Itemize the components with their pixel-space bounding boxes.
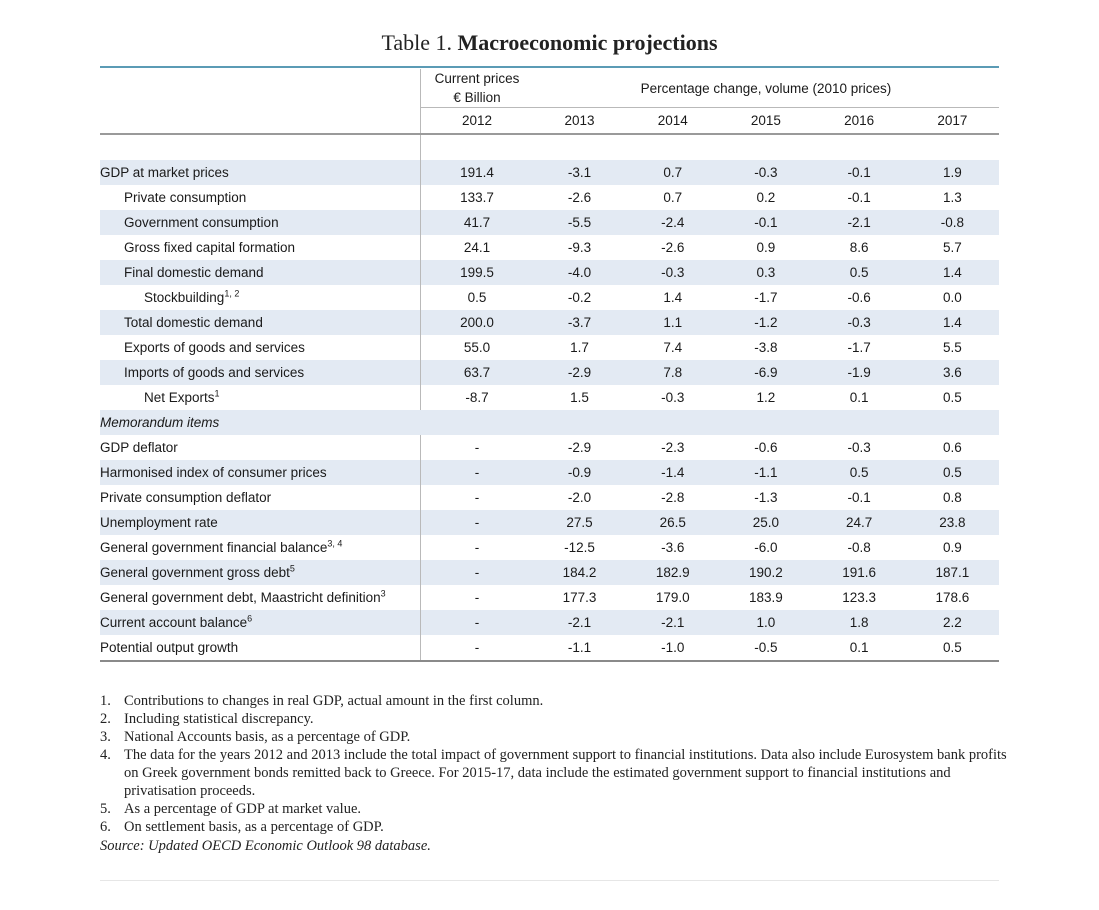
source-note: Source: Updated OECD Economic Outlook 98 database. (100, 838, 431, 854)
table-title (0, 30, 1099, 56)
table-row: Private consumption 133.7 -2.6 0.7 0.2 -0.1 1.3 (100, 185, 999, 210)
projections-table (100, 69, 999, 662)
note-item: 2. Including statistical discrepancy. (100, 711, 314, 727)
table-row: General government financial balance$^{3, 4}$ - -12.5 -3.6 -6.0 -0.8 0.9 (100, 535, 999, 560)
table-number: Table 1. (381, 30, 452, 55)
row-label: GDP at market prices (100, 160, 421, 185)
row-label: Current account balance$^6$ (100, 610, 421, 635)
table-row: Total domestic demand 200.0 -3.7 1.1 -1.2 -0.3 1.4 (100, 310, 999, 335)
table-heading: Macroeconomic projections (457, 30, 718, 55)
row-label: Private consumption deflator (100, 490, 272, 505)
row-label: Net Exports$^1$ (144, 388, 220, 405)
year-header: 2014 (626, 108, 719, 135)
table-row: Unemployment rate - 27.5 26.5 25.0 24.7 23.8 (100, 510, 999, 535)
row-label: Harmonised index of consumer prices (100, 460, 421, 485)
row-label: Private consumption (124, 190, 247, 205)
table-row: General government debt, Maastricht definition$^3$ - 177.3 179.0 183.9 123.3 178.6 (100, 585, 999, 610)
row-label: Unemployment rate (100, 510, 421, 535)
year-header: 2017 (906, 108, 999, 135)
table-row: Imports of goods and services 63.7 -2.9 7.8 -6.9 -1.9 3.6 (100, 360, 999, 385)
row-label: Government consumption (100, 210, 421, 235)
table-row: Potential output growth - -1.1 -1.0 -0.5 0.1 0.5 (100, 635, 999, 661)
table-row: Government consumption 41.7 -5.5 -2.4 -0.1 -2.1 -0.8 (100, 210, 999, 235)
note-item: 1. Contributions to changes in real GDP, actual amount in the first column. (100, 693, 544, 709)
table-row: Harmonised index of consumer prices - -0.9 -1.4 -1.1 0.5 0.5 (100, 460, 999, 485)
bottom-rule (100, 880, 999, 881)
table-notes (100, 692, 1010, 855)
table-row: Exports of goods and services 55.0 1.7 7.4 -3.8 -1.7 5.5 (100, 335, 999, 360)
row-label: GDP deflator (100, 440, 178, 455)
year-header: 2016 (813, 108, 906, 135)
row-label: Total domestic demand (100, 310, 421, 335)
table-row: Current account balance$^6$ - -2.1 -2.1 1.0 1.8 2.2 (100, 610, 999, 635)
table-row: Gross fixed capital formation 24.1 -9.3 -2.6 0.9 8.6 5.7 (100, 235, 999, 260)
year-header: 2015 (719, 108, 812, 135)
table-row: GDP at market prices 191.4 -3.1 0.7 -0.3 -0.1 1.9 (100, 160, 999, 185)
row-label: Gross fixed capital formation (124, 240, 296, 255)
note-item: 3. National Accounts basis, as a percentage of GDP. (100, 729, 411, 745)
row-label: Potential output growth (100, 635, 421, 661)
year-header: 2013 (533, 108, 626, 135)
row-label: Stockbuilding$^{1, 2}$ (144, 288, 240, 305)
note-item: 5. As a percentage of GDP at market value. (100, 801, 362, 817)
top-rule (100, 66, 999, 68)
header-group-row (100, 69, 999, 108)
row-label: General government financial balance$^{3, 4}$ (100, 538, 343, 555)
year-header: 2012 (421, 108, 533, 135)
percentage-change-header: Percentage change, volume (2010 prices) (640, 80, 892, 96)
table-row: General government gross debt$^5$ - 184.2 182.9 190.2 191.6 187.1 (100, 560, 999, 585)
note-item: 6. On settlement basis, as a percentage of GDP. (100, 819, 384, 835)
current-prices-header: Current prices € Billion (421, 69, 533, 108)
table-row: GDP deflator - -2.9 -2.3 -0.6 -0.3 0.6 (100, 435, 999, 460)
row-label: General government gross debt$^5$ (100, 560, 421, 585)
row-label: General government debt, Maastricht definition$^3$ (100, 588, 386, 605)
table-row: Net Exports$^1$ -8.7 1.5 -0.3 1.2 0.1 0.5 (100, 385, 999, 410)
memorandum-heading-row (100, 410, 999, 435)
row-label: Exports of goods and services (124, 340, 305, 355)
table-row: Stockbuilding$^{1, 2}$ 0.5 -0.2 1.4 -1.7 -0.6 0.0 (100, 285, 999, 310)
row-label: Final domestic demand (100, 260, 421, 285)
note-item: 4. The data for the years 2012 and 2013 include the total impact of government support to financial institutions. Data also include Eurosystem bank profits on Greek government bonds remitted back to Greece. For 2015-17, data include the estimated government support to financial institutions and privatisation proceeds. (100, 747, 1007, 799)
table-row: Private consumption deflator - -2.0 -2.8 -1.3 -0.1 0.8 (100, 485, 999, 510)
memorandum-heading: Memorandum items (100, 410, 421, 435)
table-row: Final domestic demand 199.5 -4.0 -0.3 0.3 0.5 1.4 (100, 260, 999, 285)
row-label: Imports of goods and services (100, 360, 421, 385)
year-header-row (100, 108, 999, 135)
